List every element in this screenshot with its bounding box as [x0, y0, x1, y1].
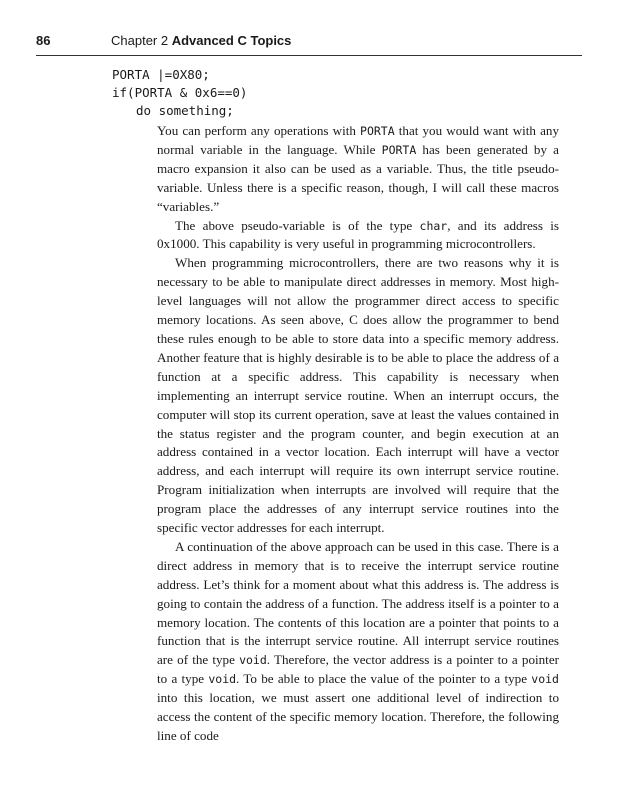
inline-code: void — [208, 672, 237, 687]
chapter-title: Advanced C Topics — [171, 33, 292, 48]
text-run: When programming microcontrollers, there are two reasons why it is necessary to be able to manipulate direct addresses in memory. Most high-level languages will not allow the programmer direct access to specific memory locations. As seen above, C does allow the programmer to bend these rules enough to be able to store data into a specific memory address. Another feature that is highly desirable is to be able to place the address of a function at a specific address. This capability is necessary when implementing an interrupt service routine. When an interrupt occurs, the computer will stop its current operation, save at least the values contained in the status register and the program counter, and begin execution at an address contained in a vector location. Each interrupt will have a vector address, and each interrupt will require its own interrupt service routine. Program initialization when interrupts are involved will require that the program place the addresses of any interrupt service routines into the specific vector addresses for each interrupt. — [157, 255, 559, 536]
page-header — [36, 33, 582, 56]
text-run: A continuation of the above approach can be used in this case. There is a direct address in memory that is to receive the interrupt service routine address. Let’s think for a moment about what this address is. The address is going to contain the address of a function. The address itself is a pointer to a memory location. The contents of this location are a pointer that points to a function that is the interrupt service routine. All interrupt service routines are of the type — [157, 538, 559, 668]
code-line: do something; — [136, 103, 234, 118]
paragraph — [157, 254, 559, 538]
page-number: 86 — [36, 33, 51, 48]
paragraph — [157, 538, 559, 746]
code-block — [112, 66, 247, 120]
text-run: . To be able to place the value of the pointer to a type — [236, 671, 532, 687]
text-run: , and its address is 0x1000. This capability is very useful in programming microcontrollers. — [157, 217, 559, 252]
inline-code: void — [531, 672, 559, 687]
code-line: PORTA |=0X80; — [112, 67, 210, 82]
inline-code: char — [419, 218, 448, 233]
code-line: if(PORTA & 0x6==0) — [112, 85, 248, 100]
text-run: has been generated by a macro expansion it also can be used as a variable. Thus, the title pseudo-variable. Unless there is a specific reason, though, I will call these macros “variables.” — [157, 141, 559, 214]
text-run: . Therefore, the vector address is a pointer to a pointer to a type — [157, 652, 559, 687]
inline-code: void — [239, 653, 267, 668]
inline-code: PORTA — [381, 142, 417, 157]
chapter-prefix: Chapter 2 — [111, 33, 169, 48]
text-run: You can perform any operations with — [157, 123, 361, 138]
body-text — [157, 122, 559, 746]
paragraph — [157, 217, 559, 255]
text-run: The above pseudo-variable is of the type — [175, 217, 420, 233]
running-head — [111, 33, 291, 48]
paragraph — [157, 122, 559, 217]
inline-code: PORTA — [360, 124, 395, 138]
text-run: into this location, we must assert one additional level of indirection to access the content of the specific memory location. Therefore, the following line of code — [157, 690, 559, 743]
text-run: that you would want with any normal variable in the language. While — [157, 123, 559, 157]
